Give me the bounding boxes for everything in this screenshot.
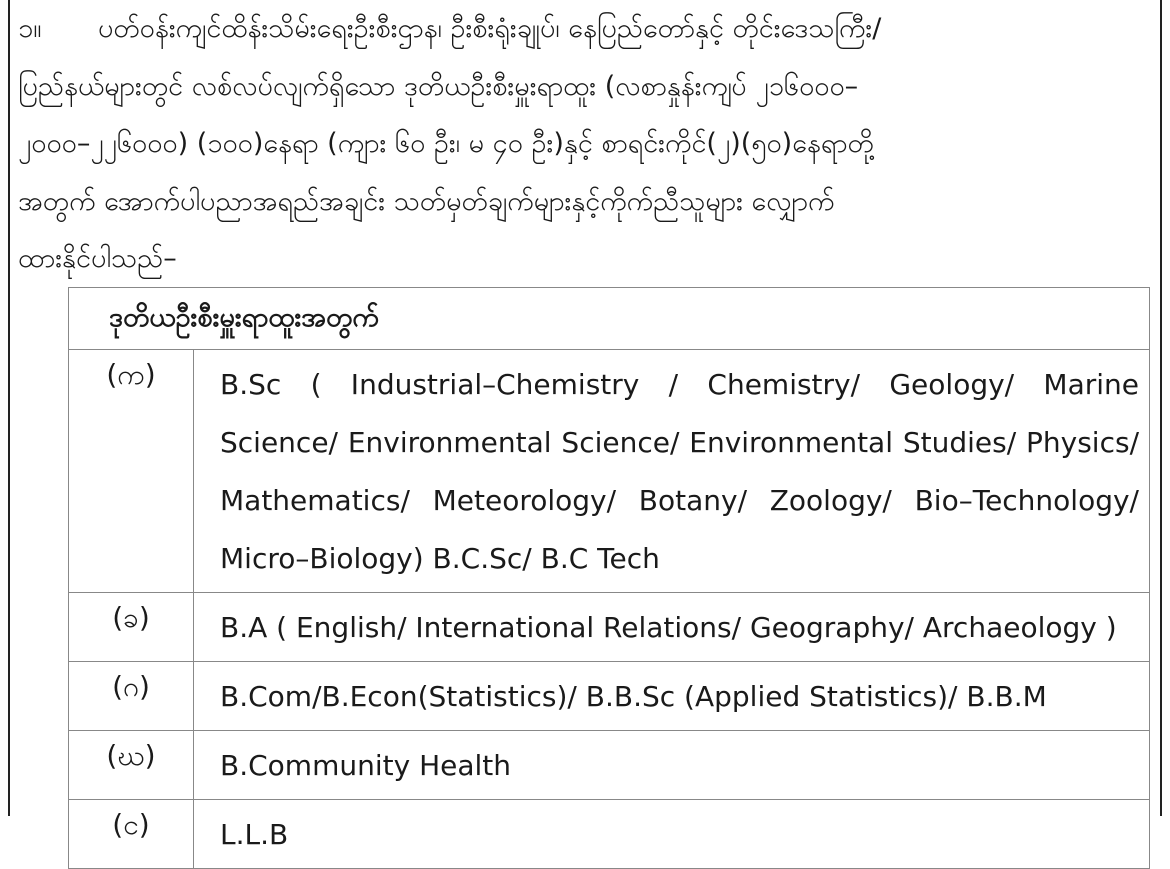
table-header-row: [69, 288, 1150, 350]
row-label: (ဂ): [69, 662, 194, 731]
row-label: (က): [69, 350, 194, 593]
intro-line-3: ၂၀၀၀–၂၂၆၀၀၀) (၁၀၀)နေရာ (ကျား ၆၀ ဦး၊ မ ၄၀ ဦး)နှင့် စာရင်းကိုင်(၂)(၅၀)နေရာတို့: [18, 128, 874, 159]
intro-line-5: ထားနိုင်ပါသည်–: [18, 243, 177, 274]
intro-line-1: ၁။ ပတ်ဝန်းကျင်ထိန်းသိမ်းရေးဦးစီးဌာန၊ ဦးစီးရုံးချုပ်၊ နေပြည်တော်နှင့် တိုင်းဒေသကြီး/: [18, 0, 1152, 58]
table-row: [69, 800, 1150, 869]
row-label: (ဃ): [69, 731, 194, 800]
row-label: (င): [69, 800, 194, 869]
table-row: [69, 662, 1150, 731]
intro-line-2: ပြည်နယ်များတွင် လစ်လပ်လျက်ရှိသော ဒုတိယဦးစီးမှူးရာထူး (လစာနှုန်းကျပ် ၂၁၆၀၀၀–: [18, 70, 859, 102]
row-text: B.Com/B.Econ(Statistics)/ B.B.Sc (Applied Statistics)/ B.B.M: [194, 662, 1150, 731]
intro-paragraph: [18, 0, 1152, 288]
qualification-table: [68, 287, 1150, 869]
row-text: B.A ( English/ International Relations/ Geography/ Archaeology ): [194, 593, 1150, 662]
intro-line-4: အတွက် အောက်ပါပညာအရည်အချင်း သတ်မှတ်ချက်များနှင့်ကိုက်ညီသူများ လျှောက်: [18, 185, 835, 217]
paragraph-number: ၁။: [18, 13, 42, 44]
row-text: B.Sc ( Industrial–Chemistry / Chemistry/ Geology/ Marine Science/ Environmental Science/ Environmental Studies/ Physics/ Mathematics/ Meteorology/ Botany/ Zoology/ Bio–Technology/ Micro–Biology) B.C.Sc/ B.C Tech: [194, 350, 1150, 593]
row-label: (ခ): [69, 593, 194, 662]
row-text: B.Community Health: [194, 731, 1150, 800]
table-header: ဒုတိယဦးစီးမှူးရာထူးအတွက်: [69, 288, 1150, 350]
row-text: L.L.B: [194, 800, 1150, 869]
table-row: [69, 731, 1150, 800]
table-row: [69, 350, 1150, 593]
table-row: [69, 593, 1150, 662]
